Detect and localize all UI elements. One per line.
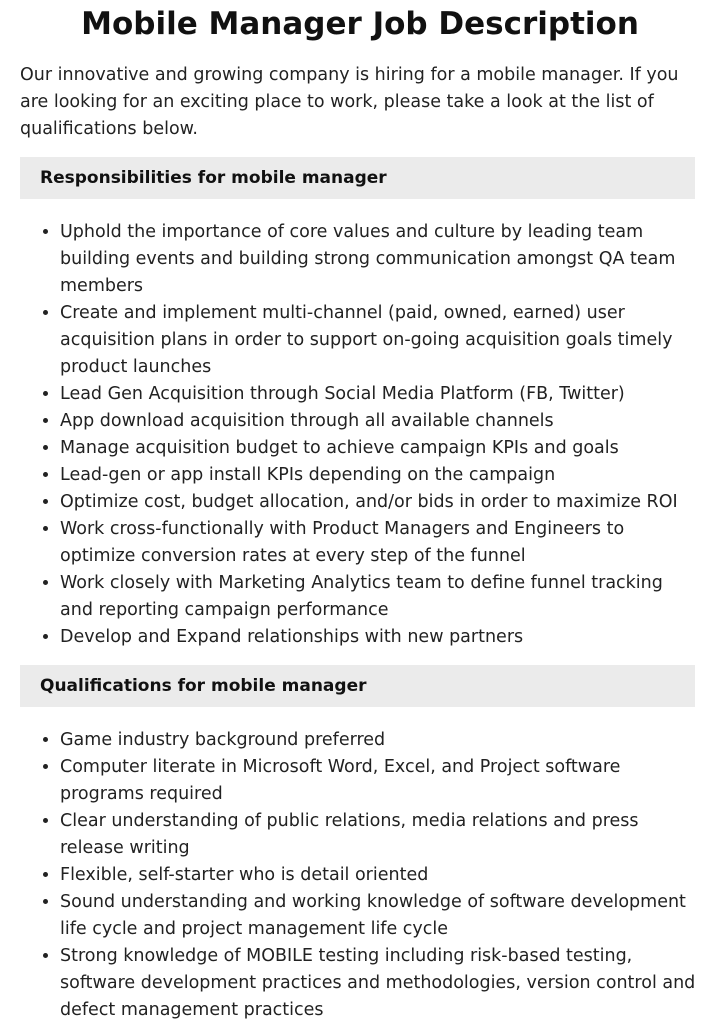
list-item: • Develop and Expand relationships with new partners [60, 624, 700, 651]
list-item: • Sound understanding and working knowledge of software development life cycle and project management life cycle [60, 889, 700, 943]
list-item: • Game industry background preferred [60, 727, 700, 754]
intro-paragraph: Our innovative and growing company is hiring for a mobile manager. If you are looking for an exciting place to work, please take a look at the list of qualifications below. [20, 65, 679, 139]
list-item: • Manage acquisition budget to achieve campaign KPIs and goals [60, 435, 700, 462]
list-item: • Work closely with Marketing Analytics team to define funnel tracking and reporting campaign performance [60, 570, 700, 624]
list-item: • App download acquisition through all available channels [60, 408, 700, 435]
qualifications-list [20, 727, 700, 1024]
list-item: • Optimize cost, budget allocation, and/or bids in order to maximize ROI [60, 489, 700, 516]
list-item: • Uphold the importance of core values and culture by leading team building events and building strong communication amongst QA team members [60, 219, 700, 300]
qualifications-heading: Qualifications for mobile manager [20, 665, 695, 707]
list-item: • Lead Gen Acquisition through Social Media Platform (FB, Twitter) [60, 381, 700, 408]
list-item: • Flexible, self-starter who is detail oriented [60, 862, 700, 889]
responsibilities-heading: Responsibilities for mobile manager [20, 157, 695, 199]
list-item: • Computer literate in Microsoft Word, Excel, and Project software programs required [60, 754, 700, 808]
list-item: • Clear understanding of public relations, media relations and press release writing [60, 808, 700, 862]
list-item: • Strong knowledge of MOBILE testing including risk-based testing, software development practices and methodologies, version control and defect management practices [60, 943, 700, 1024]
page-title: Mobile Manager Job Description [81, 6, 639, 42]
list-item: • Create and implement multi-channel (paid, owned, earned) user acquisition plans in order to support on-going acquisition goals timely product launches [60, 300, 700, 381]
list-item: • Lead-gen or app install KPIs depending on the campaign [60, 462, 700, 489]
list-item: • Work cross-functionally with Product Managers and Engineers to optimize conversion rates at every step of the funnel [60, 516, 700, 570]
responsibilities-list [20, 219, 700, 651]
